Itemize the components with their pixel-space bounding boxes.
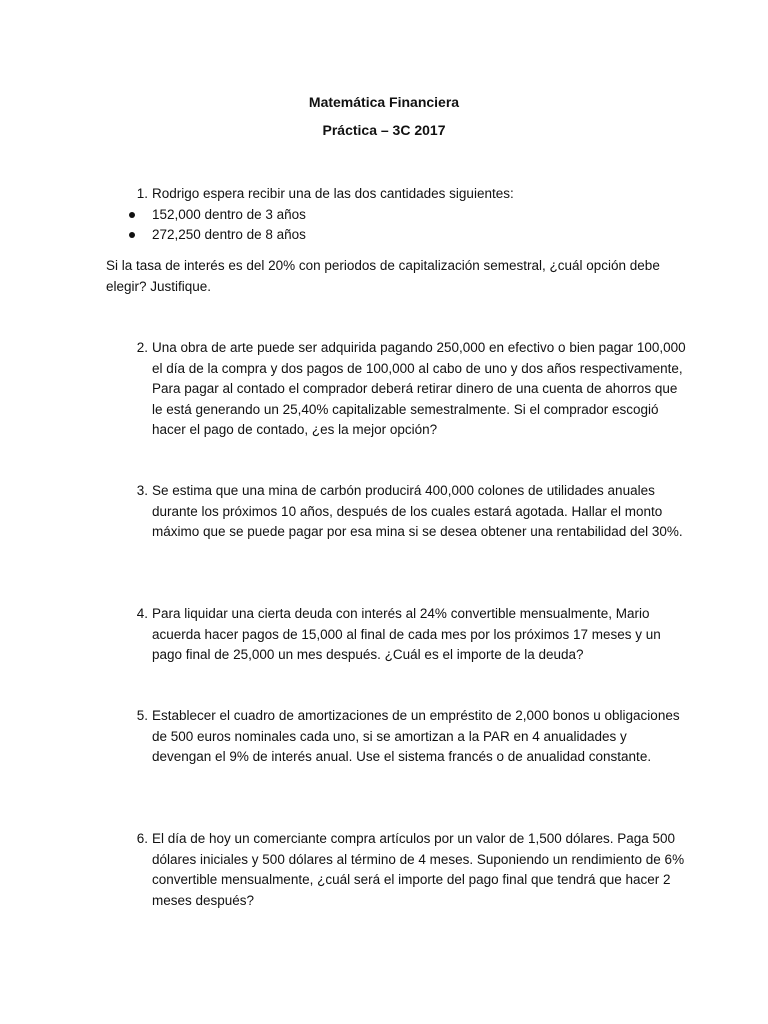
problem-number: 4. (136, 606, 148, 621)
problem-4 (106, 604, 686, 666)
problem-text: Rodrigo espera recibir una de las dos cantidades siguientes: (152, 186, 514, 201)
bullet-icon (129, 232, 135, 238)
document-title: Matemática Financiera (308, 94, 460, 110)
document-subtitle: Práctica – 3C 2017 (322, 122, 446, 138)
problem-number: 1. (136, 186, 148, 201)
problem-1 (106, 184, 686, 205)
problem-number: 2. (136, 340, 148, 355)
problem-6 (106, 829, 686, 911)
problem-text: Establecer el cuadro de amortizaciones de un empréstito de 2,000 bonos u obligaciones de 500 euros nominales cada uno, si se amortizan a la PAR en 4 anualidades y devengan el 9% de interés anual. Use el sistema francés o de anualidad constante. (152, 708, 680, 765)
problem-5 (106, 706, 686, 768)
problem-text: Para liquidar una cierta deuda con interés al 24% convertible mensualmente, Mario acuerda hacer pagos de 15,000 al final de cada mes por los próximos 17 meses y un pago final de 25,000 un mes después. ¿Cuál es el importe de la deuda? (152, 606, 661, 663)
problem-number: 3. (136, 483, 148, 498)
problem-1-option-2 (106, 225, 666, 245)
problem-text: El día de hoy un comerciante compra artículos por un valor de 1,500 dólares. Paga 500 dólares iniciales y 500 dólares al término de 4 meses. Suponiendo un rendimiento de 6% convertible mensualmente, ¿cuál será el importe del pago final que tendrá que hacer 2 meses después? (152, 831, 685, 908)
option-text: 152,000 dentro de 3 años (152, 207, 306, 222)
problem-3 (106, 481, 686, 543)
bullet-icon (129, 212, 135, 218)
problem-number: 6. (136, 831, 148, 846)
problem-text: Una obra de arte puede ser adquirida pagando 250,000 en efectivo o bien pagar 100,000 el día de la compra y dos pagos de 100,000 al cabo de uno y dos años respectivamente, Para pagar al contado el comprador deberá retirar dinero de una cuenta de ahorros que le está generando un 25,40% capitalizable semestralmente. Si el comprador escogió hacer el pago de contado, ¿es la mejor opción? (152, 340, 686, 438)
problem-number: 5. (136, 708, 148, 723)
option-text: 272,250 dentro de 8 años (152, 227, 306, 242)
problem-2 (106, 338, 686, 441)
problem-1-question: Si la tasa de interés es del 20% con periodos de capitalización semestral, ¿cuál opción debe elegir? Justifique. (106, 258, 660, 294)
problem-1-option-1 (106, 205, 666, 225)
problem-text: Se estima que una mina de carbón producirá 400,000 colones de utilidades anuales durante los próximos 10 años, después de los cuales estará agotada. Hallar el monto máximo que se puede pagar por esa mina si se desea obtener una rentabilidad del 30%. (152, 483, 683, 540)
